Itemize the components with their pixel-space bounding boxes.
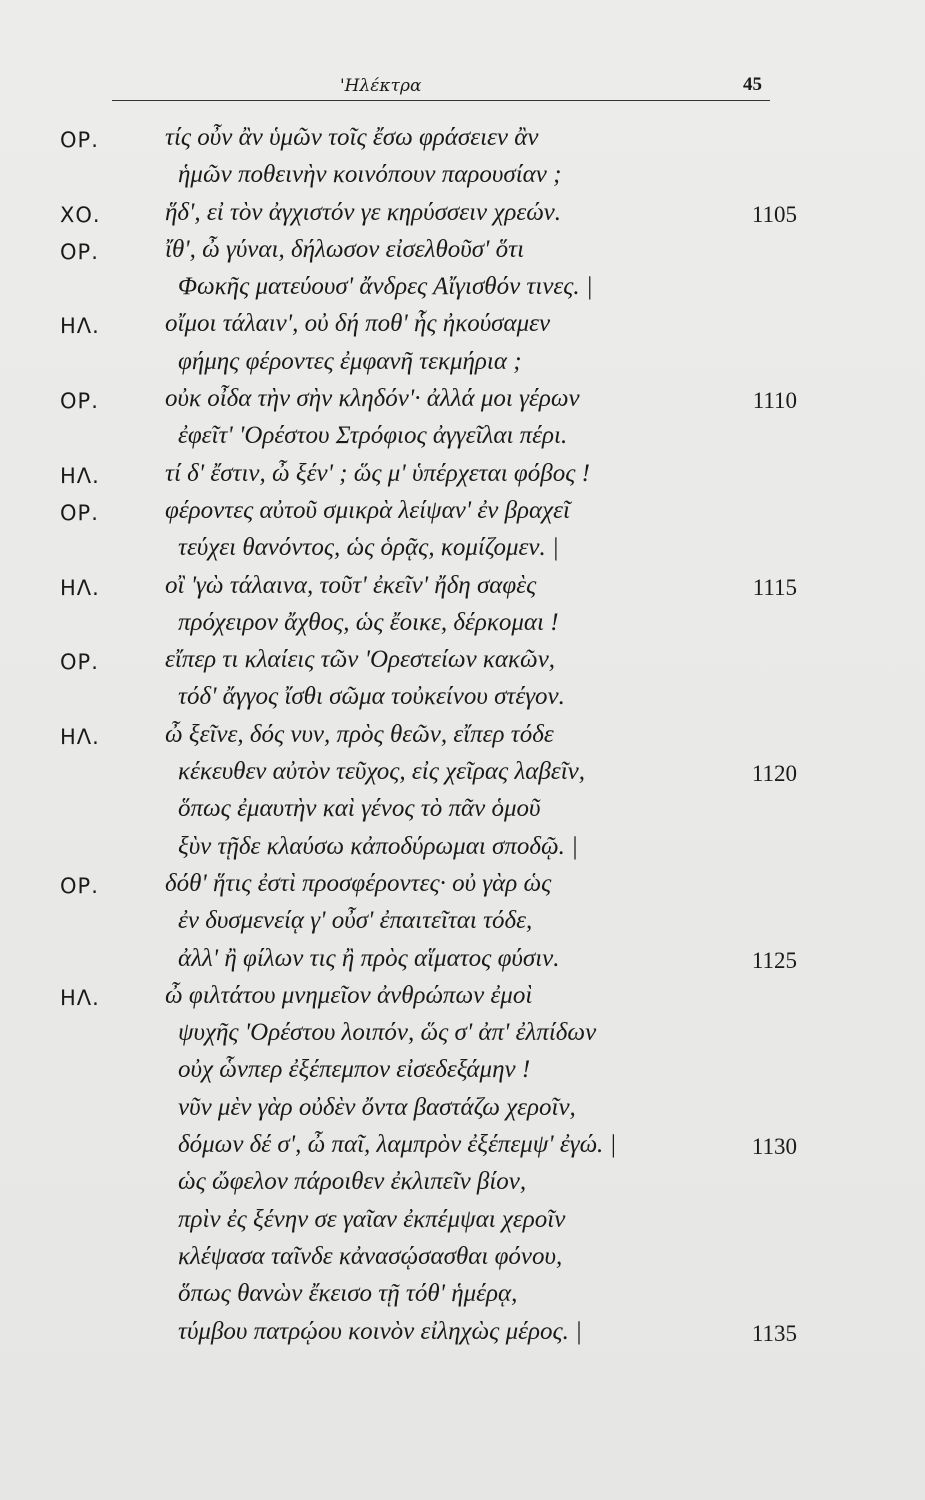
- speaker-label: ΟΡ.: [60, 128, 99, 152]
- verse-text: τίς οὖν ἂν ὑμῶν τοῖς ἔσω φράσειεν ἂν: [165, 124, 539, 151]
- verse-line: [0, 681, 925, 718]
- speaker-label: ΟΡ.: [60, 650, 99, 675]
- verse-line: [0, 383, 925, 420]
- verse-line: [0, 532, 925, 569]
- verse-line: [0, 1166, 925, 1203]
- verse-line: [0, 719, 925, 756]
- speaker-label: ΗΛ.: [60, 724, 100, 749]
- verse-text: τεύχει θανόντος, ὡς ὁρᾷς, κομίζομεν. |: [178, 534, 559, 562]
- verse-line: [0, 271, 925, 308]
- verse-line: [0, 234, 925, 271]
- line-number: 1105: [751, 201, 797, 227]
- speaker-label: ΟΡ.: [60, 239, 99, 264]
- verse-text: τί δ' ἔστιν, ὦ ξέν' ; ὥς μ' ὑπέρχεται φόβος !: [165, 459, 590, 487]
- verse-line: [0, 1054, 925, 1091]
- verse-text: ἡμῶν ποθεινὴν κοινόπουν παρουσίαν ;: [178, 161, 562, 189]
- verse-text: ξὺν τῇδε κλαύσω κἀποδύρωμαι σποδῷ. |: [178, 832, 579, 860]
- verse-lines: [0, 122, 925, 1353]
- verse-line: [0, 197, 925, 234]
- verse-text: οἴμοι τάλαιν', οὐ δή ποθ' ἧς ἠκούσαμεν: [165, 310, 551, 338]
- verse-text: ὦ φιλτάτου μνημεῖον ἀνθρώπων ἐμοὶ: [165, 981, 533, 1009]
- verse-line: [0, 122, 925, 159]
- verse-line: [0, 159, 925, 196]
- verse-line: [0, 644, 925, 681]
- verse-line: [0, 346, 925, 383]
- running-title: 'Ηλέκτρα: [340, 76, 422, 96]
- speaker-label: ΗΛ.: [60, 575, 100, 600]
- verse-text: οὐχ ὧνπερ ἐξέπεμπον εἰσεδεξάμην !: [178, 1056, 531, 1084]
- verse-line: [0, 868, 925, 905]
- verse-text: ὅπως ἐμαυτὴν καὶ γένος τὸ πᾶν ὁμοῦ: [178, 795, 541, 823]
- verse-text: φήμης φέροντες ἐμφανῆ τεκμήρια ;: [178, 347, 522, 375]
- verse-line: [0, 793, 925, 830]
- verse-line: [0, 1129, 925, 1166]
- verse-line: [0, 495, 925, 532]
- verse-text: νῦν μὲν γὰρ οὐδὲν ὄντα βαστάζω χεροῖν,: [178, 1093, 576, 1121]
- verse-text: ἴθ', ὦ γύναι, δήλωσον εἰσελθοῦσ' ὅτι: [165, 235, 525, 263]
- verse-line: [0, 756, 925, 793]
- line-number: 1125: [751, 947, 797, 973]
- line-number: 1115: [752, 574, 797, 600]
- verse-text: κέκευθεν αὐτὸν τεῦχος, εἰς χεῖρας λαβεῖν,: [178, 758, 585, 786]
- verse-line: [0, 831, 925, 868]
- verse-line: [0, 1278, 925, 1315]
- verse-text: εἴπερ τι κλαίεις τῶν 'Ορεστείων κακῶν,: [165, 646, 556, 674]
- line-number: 1110: [752, 388, 797, 414]
- verse-text: ὦ ξεῖνε, δός νυν, πρὸς θεῶν, εἴπερ τόδε: [165, 720, 554, 748]
- speaker-label: ΗΛ.: [60, 314, 100, 339]
- verse-line: [0, 570, 925, 607]
- verse-text: οἲ 'γὼ τάλαινα, τοῦτ' ἐκεῖν' ἤδη σαφὲς: [165, 571, 537, 599]
- header-rule: [112, 100, 770, 101]
- verse-line: [0, 420, 925, 457]
- verse-text: ἥδ', εἰ τὸν ἀγχιστόν γε κηρύσσειν χρεών.: [165, 198, 562, 226]
- verse-line: [0, 980, 925, 1017]
- verse-line: [0, 1204, 925, 1241]
- page-number: 45: [743, 74, 762, 95]
- verse-text: οὐκ οἶδα τὴν σὴν κληδόν'· ἀλλά μοι γέρων: [165, 385, 580, 413]
- verse-text: ψυχῆς 'Ορέστου λοιπόν, ὥς σ' ἀπ' ἐλπίδων: [178, 1019, 597, 1047]
- verse-line: [0, 458, 925, 495]
- line-number: 1120: [751, 761, 797, 787]
- line-number: 1130: [751, 1134, 797, 1160]
- verse-text: ἐφεῖτ' 'Ορέστου Στρόφιος ἀγγεῖλαι πέρι.: [178, 422, 568, 450]
- verse-text: ὡς ὤφελον πάροιθεν ἐκλιπεῖν βίον,: [178, 1168, 527, 1196]
- verse-text: τόδ' ἄγγος ἴσθι σῶμα τοὐκείνου στέγον.: [178, 683, 565, 711]
- verse-text: ἐν δυσμενείᾳ γ' οὖσ' ἐπαιτεῖται τόδε,: [178, 907, 533, 935]
- verse-line: [0, 905, 925, 942]
- verse-text: ἀλλ' ἢ φίλων τις ἢ πρὸς αἵματος φύσιν.: [178, 944, 560, 972]
- verse-line: [0, 308, 925, 345]
- verse-text: τύμβου πατρῴου κοινὸν εἰληχὼς μέρος. |: [178, 1317, 582, 1345]
- speaker-label: ΟΡ.: [60, 873, 99, 898]
- verse-line: [0, 1092, 925, 1129]
- line-number: 1135: [751, 1320, 797, 1346]
- speaker-label: ΧΟ.: [60, 202, 101, 227]
- verse-line: [0, 1241, 925, 1278]
- running-header: [112, 70, 770, 102]
- speaker-label: ΗΛ.: [60, 985, 100, 1010]
- verse-text: δόθ' ἥτις ἐστὶ προσφέροντες· οὐ γὰρ ὡς: [165, 869, 552, 897]
- verse-text: πρόχειρον ἄχθος, ὡς ἔοικε, δέρκομαι !: [178, 608, 559, 636]
- verse-text: πρὶν ἐς ξένην σε γαῖαν ἐκπέμψαι χεροῖν: [178, 1205, 566, 1233]
- verse-text: δόμων δέ σ', ὦ παῖ, λαμπρὸν ἐξέπεμψ' ἐγώ. |: [178, 1131, 617, 1159]
- verse-text: φέροντες αὐτοῦ σμικρὰ λείψαν' ἐν βραχεῖ: [165, 496, 570, 524]
- verse-text: Φωκῆς ματεύουσ' ἄνδρες Αἴγισθόν τινες. |: [178, 273, 593, 301]
- verse-line: [0, 1316, 925, 1353]
- verse-text: κλέψασα ταῖνδε κἀνασῴσασθαι φόνου,: [178, 1242, 563, 1270]
- speaker-label: ΗΛ.: [60, 463, 100, 488]
- verse-line: [0, 943, 925, 980]
- verse-line: [0, 1017, 925, 1054]
- verse-text: ὅπως θανὼν ἔκεισο τῇ τόθ' ἡμέρᾳ,: [178, 1280, 518, 1308]
- speaker-label: ΟΡ.: [60, 389, 99, 414]
- speaker-label: ΟΡ.: [60, 500, 99, 525]
- verse-line: [0, 607, 925, 644]
